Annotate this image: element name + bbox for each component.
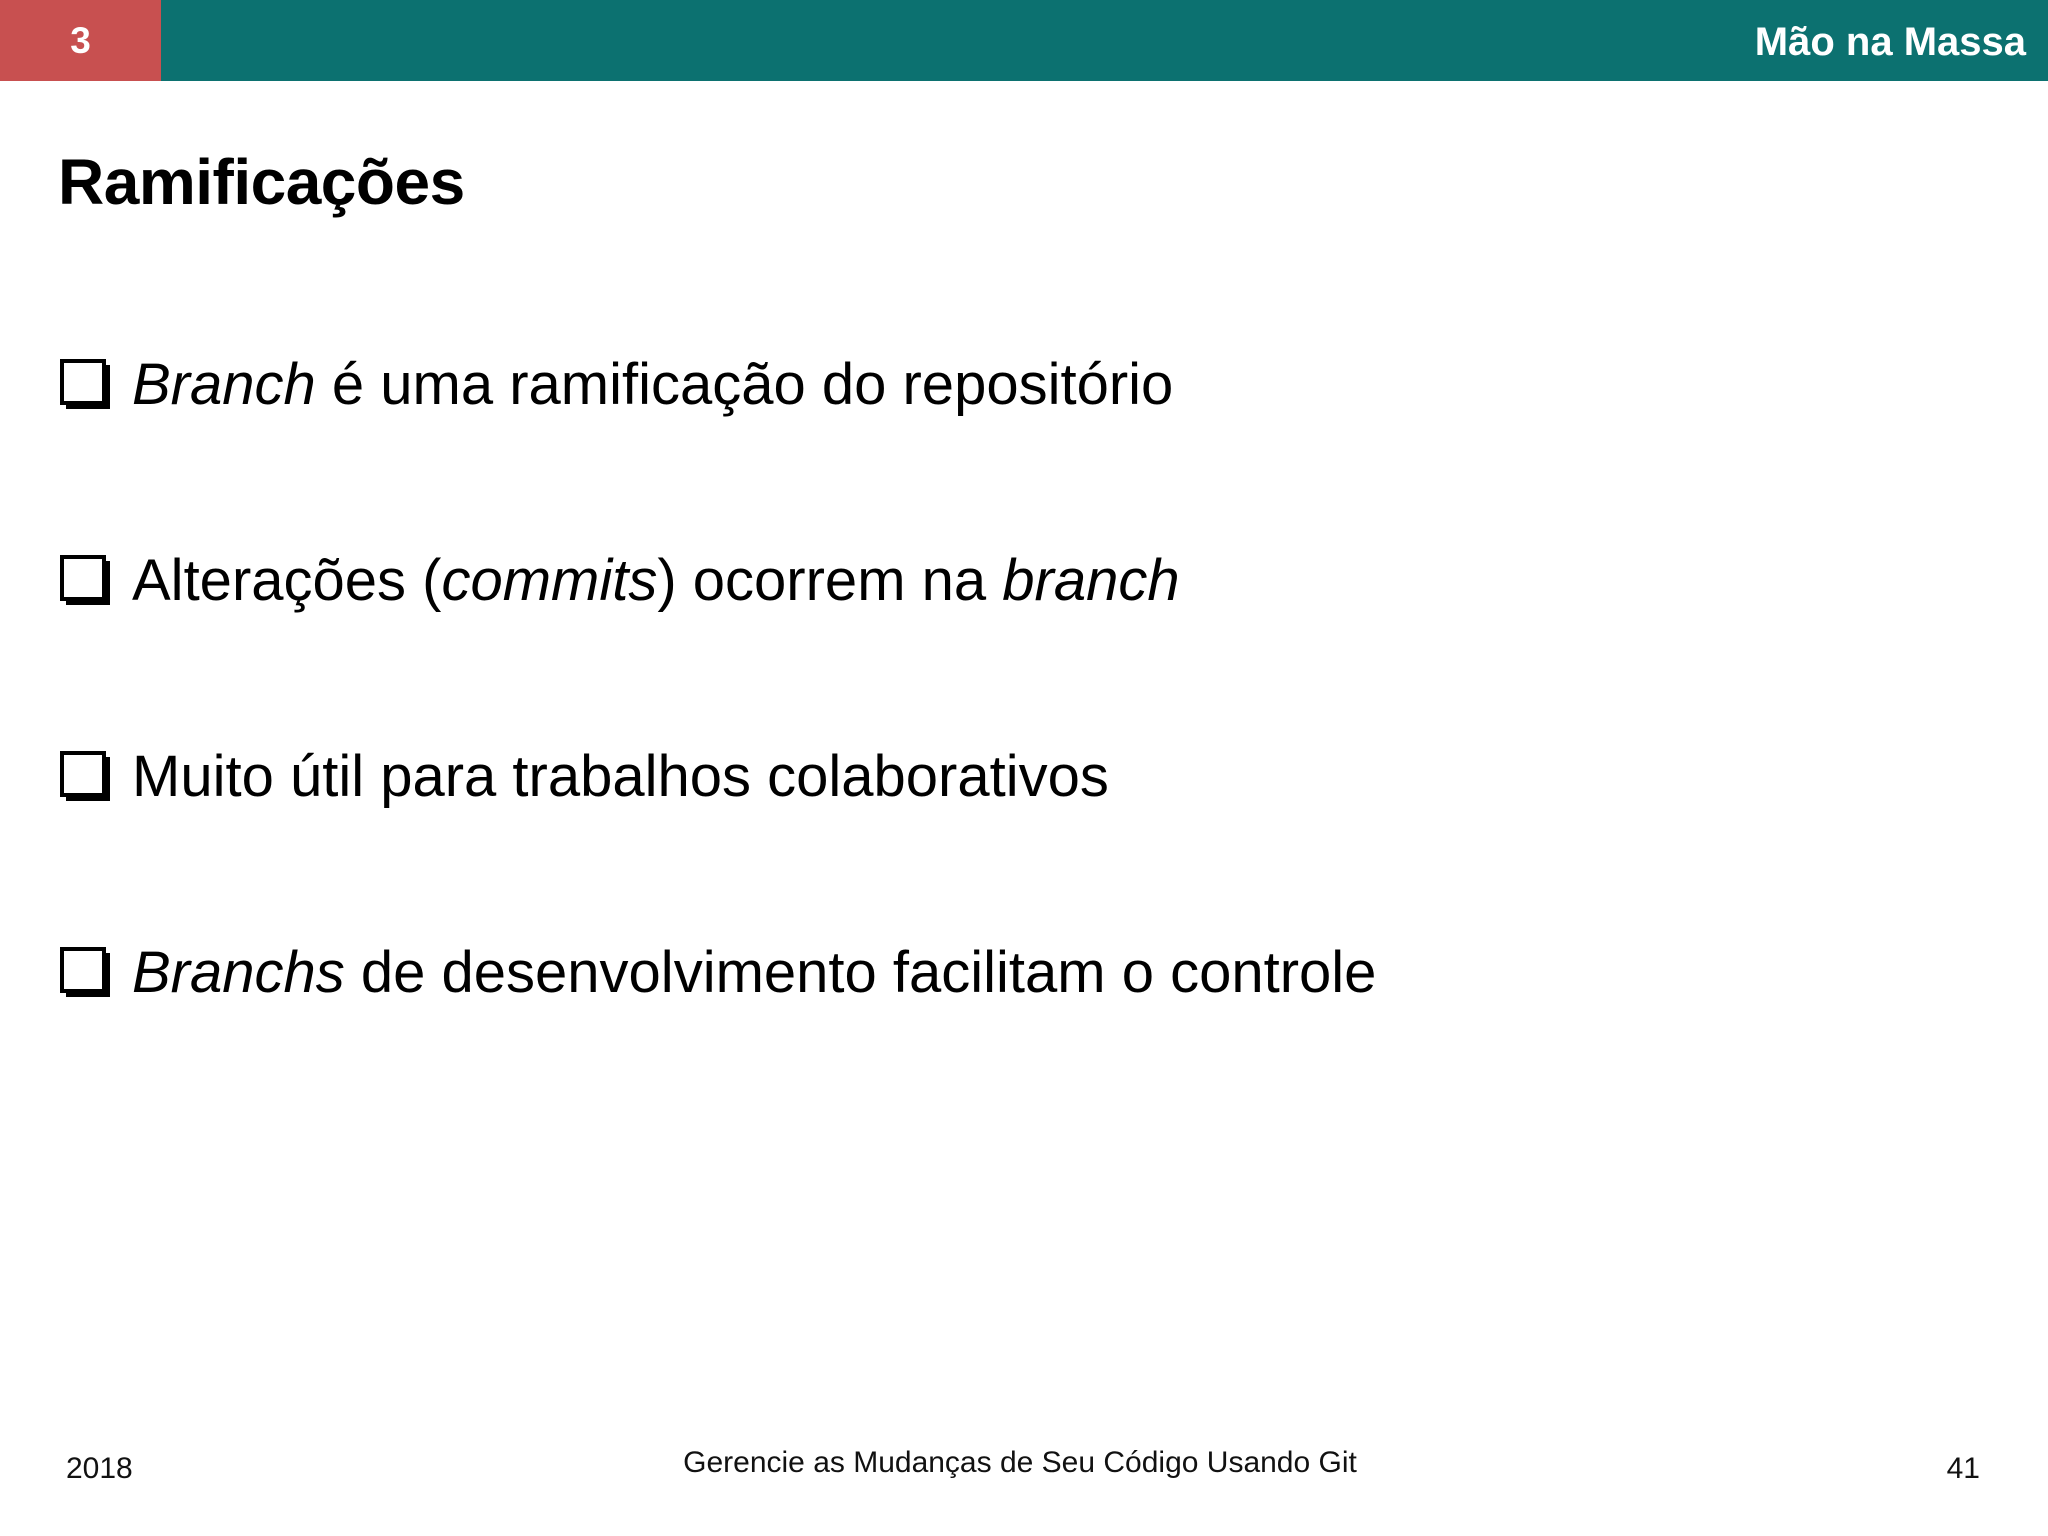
- footer-presentation-title: [0, 1446, 2048, 1480]
- footer-page-number: 41: [1946, 1452, 1980, 1485]
- checkbox-icon: [60, 555, 112, 607]
- bullet-text: [132, 737, 1109, 817]
- bullet-item: [60, 541, 1376, 621]
- bullet-item: [60, 345, 1376, 425]
- checkbox-icon: [60, 751, 112, 803]
- bullet-list: [60, 345, 1376, 1129]
- bullet-text-emphasis: commits: [441, 548, 658, 613]
- bullet-text-segment: Muito útil para trabalhos colaborativos: [132, 744, 1109, 809]
- bullet-text-emphasis: Branch: [132, 352, 316, 417]
- header-bar: [0, 0, 2048, 81]
- bullet-text-emphasis: branch: [1002, 548, 1180, 613]
- section-name: Mão na Massa: [1754, 20, 2026, 64]
- bullet-text-segment: Alterações (: [132, 548, 442, 613]
- bullet-text: [132, 541, 1180, 621]
- bullet-text: [132, 933, 1376, 1013]
- footer-presentation-title-text: Gerencie as Mudanças de Seu Código Usando Git: [683, 1446, 1357, 1479]
- slide-title: Ramificações: [58, 146, 465, 218]
- checkbox-icon: [60, 359, 112, 411]
- section-number: 3: [70, 19, 91, 61]
- checkbox-icon: [60, 947, 112, 999]
- footer-year: 2018: [66, 1452, 133, 1485]
- bullet-text: [132, 345, 1173, 425]
- bullet-text-segment: de desenvolvimento facilitam o controle: [344, 940, 1377, 1005]
- bullet-text-segment: ) ocorrem na: [657, 548, 1003, 613]
- section-number-badge: [0, 0, 161, 81]
- bullet-item: [60, 933, 1376, 1013]
- bullet-text-segment: é uma ramificação do repositório: [315, 352, 1174, 417]
- bullet-text-emphasis: Branchs: [132, 940, 345, 1005]
- bullet-item: [60, 737, 1376, 817]
